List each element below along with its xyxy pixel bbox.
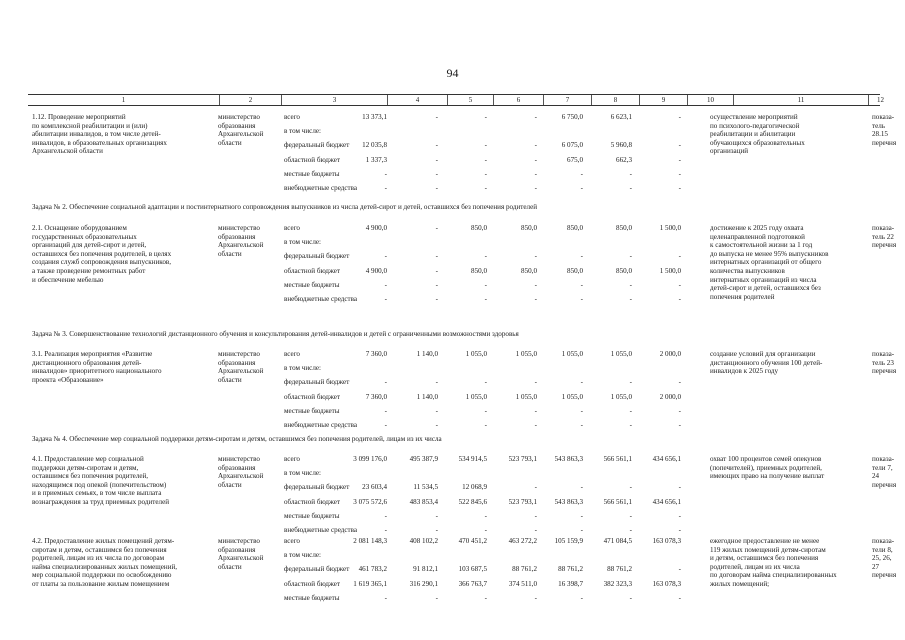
page-number: 94	[446, 66, 459, 80]
amount-cell: 566 561,1	[603, 497, 632, 506]
amount-cell: -	[384, 593, 387, 602]
amount-cell: 850,0	[471, 224, 487, 232]
amount-cell: 13 373,1	[362, 113, 387, 121]
amount-cell: 2 081 148,3	[353, 537, 387, 545]
col-header: 11	[733, 95, 868, 105]
amount-cell: -	[534, 526, 537, 534]
funding-source: в том числе:	[284, 469, 321, 478]
amount-cell: 12 035,8	[362, 141, 387, 150]
amount-cell: 88 761,2	[558, 565, 583, 574]
amount-cell: -	[435, 224, 438, 232]
amount-cell: -	[534, 184, 537, 192]
amount-cell: -	[435, 184, 438, 192]
amount-cell: -	[629, 406, 632, 415]
executor: министерство образования Архангельской области	[218, 537, 264, 571]
amount-cell: 382 323,3	[603, 579, 632, 588]
amount-cell: -	[678, 406, 681, 415]
amount-cell: 522 845,6	[458, 497, 487, 506]
amount-cell: -	[384, 184, 387, 192]
amount-cell: 662,3	[616, 155, 632, 164]
amount-cell: -	[629, 526, 632, 534]
amount-cell: -	[435, 280, 438, 289]
amount-cell: -	[435, 295, 438, 303]
amount-cell: -	[678, 113, 681, 121]
amount-cell: -	[534, 280, 537, 289]
funding-source: внебюджетные средства	[284, 295, 358, 303]
amount-cell: 850,0	[616, 224, 632, 232]
col-header: 1	[121, 96, 126, 104]
funding-source: федеральный бюджет	[284, 252, 350, 261]
funding-source: в том числе:	[284, 127, 321, 136]
amount-cell: -	[435, 141, 438, 150]
amount-cell: -	[384, 169, 387, 178]
expected-result: достижение к 2025 году охвата целенаправленной подготовкой к самостоятельной жизни за 1 год до выпуска не менее 95% выпускников интернатных организаций от общего количества выпускников интернатных организаций из числа детей-сирот и детей, оставшихся без попечения родителей	[710, 224, 829, 301]
amount-cell: 11 534,5	[413, 483, 438, 492]
amount-cell: 1 140,0	[416, 350, 438, 358]
amount-cell: -	[384, 378, 387, 387]
amount-cell: -	[435, 252, 438, 261]
amount-cell: 366 763,7	[458, 579, 487, 588]
funding-source: всего	[284, 537, 300, 545]
amount-cell: 1 337,3	[365, 155, 387, 164]
executor: министерство образования Архангельской области	[218, 224, 264, 258]
amount-cell: 4 900,0	[365, 266, 387, 275]
amount-cell: -	[534, 378, 537, 387]
expected-result: осуществление мероприятий по психолого-педагогической реабилитации и абилитации обучающихся образовательных организаций	[710, 113, 805, 156]
amount-cell: -	[678, 565, 681, 574]
amount-cell: -	[534, 406, 537, 415]
amount-cell: -	[484, 184, 487, 192]
funding-source: внебюджетные средства	[284, 184, 358, 192]
amount-cell: -	[484, 378, 487, 387]
measure-name: 1.12. Проведение мероприятий по комплексной реабилитации и (или) абилитации инвалидов, в том числе детей- инвалидов, в образовательных организациях Архангельской области	[32, 113, 167, 156]
amount-cell: 88 761,2	[512, 565, 537, 574]
funding-source: внебюджетные средства	[284, 421, 358, 429]
amount-cell: -	[534, 155, 537, 164]
amount-cell: -	[384, 421, 387, 429]
amount-cell: 2 000,0	[659, 350, 681, 358]
task-heading: Задача № 3. Совершенствование технологий дистанционного обучения и консультирования детей-инвалидов и детей с ограниченными возможностями здоровья	[32, 330, 519, 338]
funding-source: в том числе:	[284, 551, 321, 560]
expected-result: охват 100 процентов семей опекунов (попечителей), приемных родителей, имеющих право на получение выплат	[710, 455, 825, 481]
amount-cell: 3 099 176,0	[353, 455, 387, 463]
funding-source: местные бюджеты	[284, 406, 340, 415]
amount-cell: 1 055,0	[610, 350, 632, 358]
indicator-ref: показа- тель 28.15 перечня	[872, 113, 897, 147]
amount-cell: 534 914,5	[458, 455, 487, 463]
amount-cell: 463 272,2	[508, 537, 537, 545]
amount-cell: -	[629, 378, 632, 387]
amount-cell: -	[484, 169, 487, 178]
amount-cell: -	[534, 252, 537, 261]
funding-source: областной бюджет	[284, 497, 341, 506]
amount-cell: 1 055,0	[561, 392, 583, 401]
amount-cell: -	[384, 295, 387, 303]
amount-cell: 471 084,5	[603, 537, 632, 545]
funding-source: в том числе:	[284, 364, 321, 373]
amount-cell: 495 387,9	[409, 455, 438, 463]
amount-cell: -	[678, 295, 681, 303]
amount-cell: 1 055,0	[561, 350, 583, 358]
amount-cell: -	[678, 141, 681, 150]
amount-cell: 91 812,1	[413, 565, 438, 574]
amount-cell: -	[629, 295, 632, 303]
funding-source: областной бюджет	[284, 579, 341, 588]
funding-source: всего	[284, 113, 300, 121]
amount-cell: -	[435, 406, 438, 415]
measure-name: 4.2. Предоставление жилых помещений детям- сиротам и детям, оставшимся без попечения родителей, лицам из их числа по договорам найма специализированных жилых помещений, мер социальной поддержки по освобождению от платы за пользование жилым помещением	[32, 537, 178, 588]
table-header	[28, 94, 884, 106]
funding-source: местные бюджеты	[284, 169, 340, 178]
amount-cell: -	[678, 280, 681, 289]
amount-cell: 434 656,1	[652, 455, 681, 463]
amount-cell: -	[629, 483, 632, 492]
amount-cell: -	[580, 593, 583, 602]
amount-cell: 5 960,8	[610, 141, 632, 150]
expected-result: создание условий для организации дистанционного обучения 100 детей- инвалидов к 2025 году	[710, 350, 823, 376]
funding-source: местные бюджеты	[284, 280, 340, 289]
amount-cell: -	[629, 184, 632, 192]
amount-cell: -	[384, 280, 387, 289]
amount-cell: 523 793,1	[508, 455, 537, 463]
amount-cell: -	[484, 511, 487, 520]
amount-cell: -	[435, 526, 438, 534]
amount-cell: -	[629, 252, 632, 261]
amount-cell: -	[678, 526, 681, 534]
funding-source: местные бюджеты	[284, 511, 340, 520]
amount-cell: 6 750,0	[561, 113, 583, 121]
funding-source: федеральный бюджет	[284, 565, 350, 574]
task-heading: Задача № 2. Обеспечение социальной адаптации и постинтернатного сопровождения выпускников из числа детей-сирот и детей, оставшихся без попечения родителей	[32, 203, 538, 211]
amount-cell: -	[484, 421, 487, 429]
executor: министерство образования Архангельской области	[218, 455, 264, 489]
funding-source: областной бюджет	[284, 266, 341, 275]
amount-cell: -	[678, 421, 681, 429]
amount-cell: -	[435, 155, 438, 164]
measure-name: 4.1. Предоставление мер социальной поддержки детям-сиротам и детям, оставшимся без попечения родителей, находящимся под опекой (попечительством) и в приемных семьях, в том числе выплата вознаграждения за труд приемных родителей	[32, 455, 170, 506]
amount-cell: -	[435, 421, 438, 429]
expected-result: ежегодное предоставление не менее 119 жилых помещений детям-сиротам и детям, оставшимся без попечения родителей, лицам из их числа по договорам найма специализированных жилых помещений;	[710, 537, 837, 588]
col-header: 2	[219, 95, 281, 105]
amount-cell: 163 078,3	[652, 537, 681, 545]
amount-cell: 103 687,5	[458, 565, 487, 574]
funding-source: всего	[284, 350, 300, 358]
amount-cell: 23 603,4	[362, 483, 387, 492]
amount-cell: -	[678, 252, 681, 261]
amount-cell: -	[580, 252, 583, 261]
task-heading: Задача № 4. Обеспечение мер социальной поддержки детям-сиротам и детям, оставшимся без попечения родителей, лицам из их числа	[32, 435, 442, 443]
indicator-ref: показа- тели 7, 24 перечня	[872, 455, 897, 489]
amount-cell: 566 561,1	[603, 455, 632, 463]
col-header: 4	[387, 95, 447, 105]
col-header: 3	[281, 95, 387, 105]
amount-cell: -	[384, 511, 387, 520]
amount-cell: -	[629, 511, 632, 520]
funding-source: в том числе:	[284, 238, 321, 247]
amount-cell: 523 793,1	[508, 497, 537, 506]
amount-cell: 850,0	[567, 224, 583, 232]
amount-cell: 7 360,0	[365, 392, 387, 401]
amount-cell: 470 451,2	[458, 537, 487, 545]
amount-cell: -	[580, 526, 583, 534]
amount-cell: -	[629, 169, 632, 178]
indicator-ref: показа- тели 8, 25, 26, 27 перечня	[872, 537, 897, 580]
amount-cell: -	[580, 280, 583, 289]
amount-cell: -	[580, 295, 583, 303]
amount-cell: 16 398,7	[558, 579, 583, 588]
amount-cell: 434 656,1	[652, 497, 681, 506]
amount-cell: 850,0	[521, 224, 537, 232]
col-header: 7	[543, 95, 591, 105]
amount-cell: -	[484, 113, 487, 121]
amount-cell: -	[580, 406, 583, 415]
amount-cell: -	[629, 593, 632, 602]
amount-cell: -	[435, 378, 438, 387]
funding-source: федеральный бюджет	[284, 483, 350, 492]
amount-cell: 163 078,3	[652, 579, 681, 588]
amount-cell: -	[435, 511, 438, 520]
amount-cell: 12 068,9	[462, 483, 487, 492]
amount-cell: -	[580, 511, 583, 520]
amount-cell: -	[484, 526, 487, 534]
amount-cell: -	[435, 169, 438, 178]
amount-cell: -	[384, 406, 387, 415]
amount-cell: 850,0	[616, 266, 632, 275]
amount-cell: 316 290,1	[409, 579, 438, 588]
amount-cell: 2 000,0	[659, 392, 681, 401]
amount-cell: -	[580, 483, 583, 492]
amount-cell: -	[580, 378, 583, 387]
indicator-ref: показа- тель 22 перечня	[872, 224, 897, 250]
amount-cell: 1 055,0	[465, 392, 487, 401]
amount-cell: 850,0	[521, 266, 537, 275]
funding-source: федеральный бюджет	[284, 378, 350, 387]
amount-cell: -	[534, 141, 537, 150]
measure-name: 3.1. Реализация мероприятия «Развитие дистанционного образования детей- инвалидов» приоритетного национального проекта «Образование»	[32, 350, 162, 384]
measure-name: 2.1. Оснащение оборудованием государственных образовательных организаций для детей-сирот и детей, оставшихся без попечения родителей, в целях создания служб сопровождения выпускников, а также проведение ремонтных работ и обеспечение мебелью	[32, 224, 172, 284]
amount-cell: -	[678, 593, 681, 602]
amount-cell: 374 511,0	[508, 579, 537, 588]
amount-cell: -	[484, 295, 487, 303]
amount-cell: -	[384, 252, 387, 261]
executor: министерство образования Архангельской области	[218, 113, 264, 147]
amount-cell: -	[629, 280, 632, 289]
col-header: 8	[591, 95, 639, 105]
amount-cell: -	[484, 141, 487, 150]
amount-cell: -	[534, 113, 537, 121]
amount-cell: 543 863,3	[554, 455, 583, 463]
amount-cell: -	[580, 184, 583, 192]
amount-cell: -	[534, 169, 537, 178]
amount-cell: -	[435, 593, 438, 602]
amount-cell: 1 055,0	[515, 350, 537, 358]
amount-cell: 4 900,0	[365, 224, 387, 232]
funding-source: всего	[284, 455, 300, 463]
amount-cell: -	[629, 421, 632, 429]
funding-source: местные бюджеты	[284, 593, 340, 602]
amount-cell: -	[484, 406, 487, 415]
amount-cell: -	[435, 113, 438, 121]
col-header: 10	[687, 95, 733, 105]
amount-cell: -	[678, 483, 681, 492]
funding-source: всего	[284, 224, 300, 232]
amount-cell: 408 102,2	[409, 537, 438, 545]
amount-cell: 6 623,1	[610, 113, 632, 121]
executor: министерство образования Архангельской области	[218, 350, 264, 384]
amount-cell: 7 360,0	[365, 350, 387, 358]
amount-cell: -	[384, 526, 387, 534]
amount-cell: -	[534, 421, 537, 429]
amount-cell: 88 761,2	[607, 565, 632, 574]
amount-cell: 1 055,0	[465, 350, 487, 358]
amount-cell: -	[484, 252, 487, 261]
amount-cell: 850,0	[567, 266, 583, 275]
amount-cell: -	[580, 169, 583, 178]
amount-cell: 6 075,0	[561, 141, 583, 150]
funding-source: областной бюджет	[284, 155, 341, 164]
amount-cell: 1 619 365,1	[353, 579, 387, 588]
amount-cell: -	[484, 593, 487, 602]
amount-cell: -	[534, 511, 537, 520]
amount-cell: 1 500,0	[659, 224, 681, 232]
amount-cell: -	[678, 184, 681, 192]
amount-cell: -	[534, 593, 537, 602]
amount-cell: 1 055,0	[610, 392, 632, 401]
amount-cell: 675,0	[567, 155, 583, 164]
amount-cell: -	[678, 378, 681, 387]
amount-cell: 483 853,4	[409, 497, 438, 506]
amount-cell: 1 055,0	[515, 392, 537, 401]
amount-cell: 105 159,9	[554, 537, 583, 545]
amount-cell: -	[534, 483, 537, 492]
amount-cell: 461 783,2	[358, 565, 387, 574]
col-header: 5	[447, 95, 493, 105]
amount-cell: 850,0	[471, 266, 487, 275]
funding-source: областной бюджет	[284, 392, 341, 401]
amount-cell: 3 075 572,6	[353, 497, 387, 506]
amount-cell: -	[678, 169, 681, 178]
amount-cell: 543 863,3	[554, 497, 583, 506]
amount-cell: -	[534, 295, 537, 303]
amount-cell: -	[580, 421, 583, 429]
col-header: 12	[868, 95, 892, 105]
funding-source: федеральный бюджет	[284, 141, 350, 150]
indicator-ref: показа- тель 23 перечня	[872, 350, 897, 376]
amount-cell: -	[435, 266, 438, 275]
amount-cell: -	[484, 280, 487, 289]
amount-cell: 1 500,0	[659, 266, 681, 275]
col-header: 9	[639, 95, 687, 105]
amount-cell: 1 140,0	[416, 392, 438, 401]
col-header: 6	[493, 95, 543, 105]
amount-cell: -	[484, 155, 487, 164]
amount-cell: -	[678, 511, 681, 520]
amount-cell: -	[678, 155, 681, 164]
funding-source: внебюджетные средства	[284, 526, 358, 534]
